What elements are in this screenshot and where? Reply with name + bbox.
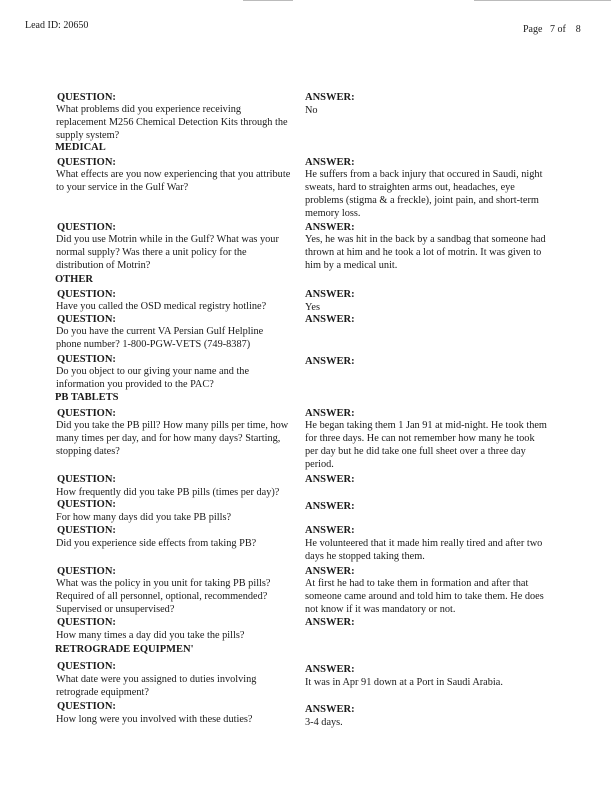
answer-text: He began taking them 1 Jan 91 at mid-night. He took them for three days. He can not remember how many he took per day but he did take one full sheet over a three day period. xyxy=(305,420,547,470)
question-label: QUESTION: xyxy=(57,474,116,485)
section-heading-retrograde: RETROGRADE EQUIPMEN' xyxy=(55,644,194,655)
question-text: Did you use Motrin while in the Gulf? What was your normal supply? Was there a unit policy for the distribution of Motrin? xyxy=(56,234,279,271)
answer-label: ANSWER: xyxy=(305,157,355,168)
question-text: Did you experience side effects from taking PB? xyxy=(56,538,257,549)
answer-label: ANSWER: xyxy=(305,314,355,325)
answer-label: ANSWER: xyxy=(305,525,355,536)
question-label: QUESTION: xyxy=(57,354,116,365)
question-text: What problems did you experience receiving replacement M256 Chemical Detection Kits through the supply system? xyxy=(56,104,288,141)
answer-label: ANSWER: xyxy=(305,566,355,577)
answer-label: ANSWER: xyxy=(305,664,355,675)
answer-label: ANSWER: xyxy=(305,617,355,628)
page-number: Page 7 of 8 xyxy=(523,24,581,35)
answer-text: It was in Apr 91 down at a Port in Saudi Arabia. xyxy=(305,677,503,688)
question-text: What effects are you now experiencing that you attribute to your service in the Gulf War? xyxy=(56,169,291,193)
question-label: QUESTION: xyxy=(57,157,116,168)
answer-label: ANSWER: xyxy=(305,356,355,367)
question-text: What was the policy in you unit for taking PB pills? Required of all personnel, optional, recommended? Supervised or unsupervised? xyxy=(56,578,271,615)
section-heading-pb-tablets: PB TABLETS xyxy=(55,392,119,403)
answer-text: No xyxy=(305,105,318,116)
question-label: QUESTION: xyxy=(57,408,116,419)
answer-label: ANSWER: xyxy=(305,474,355,485)
question-text: How many times a day did you take the pills? xyxy=(56,630,245,641)
scan-artifact xyxy=(243,0,293,1)
question-label: QUESTION: xyxy=(57,92,116,103)
answer-text: He suffers from a back injury that occured in Saudi, night sweats, hard to straighten arms out, headaches, eye problems (stigma & a freckle), joint pain, and short-term memory loss. xyxy=(305,169,543,219)
question-label: QUESTION: xyxy=(57,617,116,628)
lead-id: Lead ID: 20650 xyxy=(25,20,89,31)
answer-label: ANSWER: xyxy=(305,222,355,233)
question-label: QUESTION: xyxy=(57,701,116,712)
section-heading-medical: MEDICAL xyxy=(55,142,106,153)
answer-label: ANSWER: xyxy=(305,408,355,419)
answer-label: ANSWER: xyxy=(305,92,355,103)
question-label: QUESTION: xyxy=(57,289,116,300)
question-text: For how many days did you take PB pills? xyxy=(56,512,232,523)
question-text: How frequently did you take PB pills (times per day)? xyxy=(56,487,280,498)
question-text: What date were you assigned to duties involving retrograde equipment? xyxy=(56,674,257,698)
question-label: QUESTION: xyxy=(57,314,116,325)
answer-text: At first he had to take them in formation and after that someone came around and told him to take them. He does not know if it was mandatory or not. xyxy=(305,578,544,615)
question-text: Did you take the PB pill? How many pills per time, how many times per day, and for how many days? Starting, stopping dates? xyxy=(56,420,289,457)
answer-label: ANSWER: xyxy=(305,704,355,715)
answer-label: ANSWER: xyxy=(305,501,355,512)
question-label: QUESTION: xyxy=(57,222,116,233)
question-text: Have you called the OSD medical registry hotline? xyxy=(56,301,267,312)
scan-artifact xyxy=(474,0,611,1)
question-label: QUESTION: xyxy=(57,661,116,672)
question-label: QUESTION: xyxy=(57,499,116,510)
answer-text: 3-4 days. xyxy=(305,717,343,728)
answer-label: ANSWER: xyxy=(305,289,355,300)
question-text: Do you object to our giving your name and the information you provided to the PAC? xyxy=(56,366,250,390)
question-text: How long were you involved with these duties? xyxy=(56,714,253,725)
section-heading-other: OTHER xyxy=(55,274,93,285)
question-text: Do you have the current VA Persian Gulf Helpline phone number? 1-800-PGW-VETS (749-8387) xyxy=(56,326,264,350)
answer-text: Yes, he was hit in the back by a sandbag that someone had thrown at him and he took a lot of motrin. It was given to him by a medical unit. xyxy=(305,234,546,271)
answer-text: Yes xyxy=(305,302,320,313)
question-label: QUESTION: xyxy=(57,566,116,577)
answer-text: He volunteered that it made him really tired and after two days he stopped taking them. xyxy=(305,538,543,562)
question-label: QUESTION: xyxy=(57,525,116,536)
